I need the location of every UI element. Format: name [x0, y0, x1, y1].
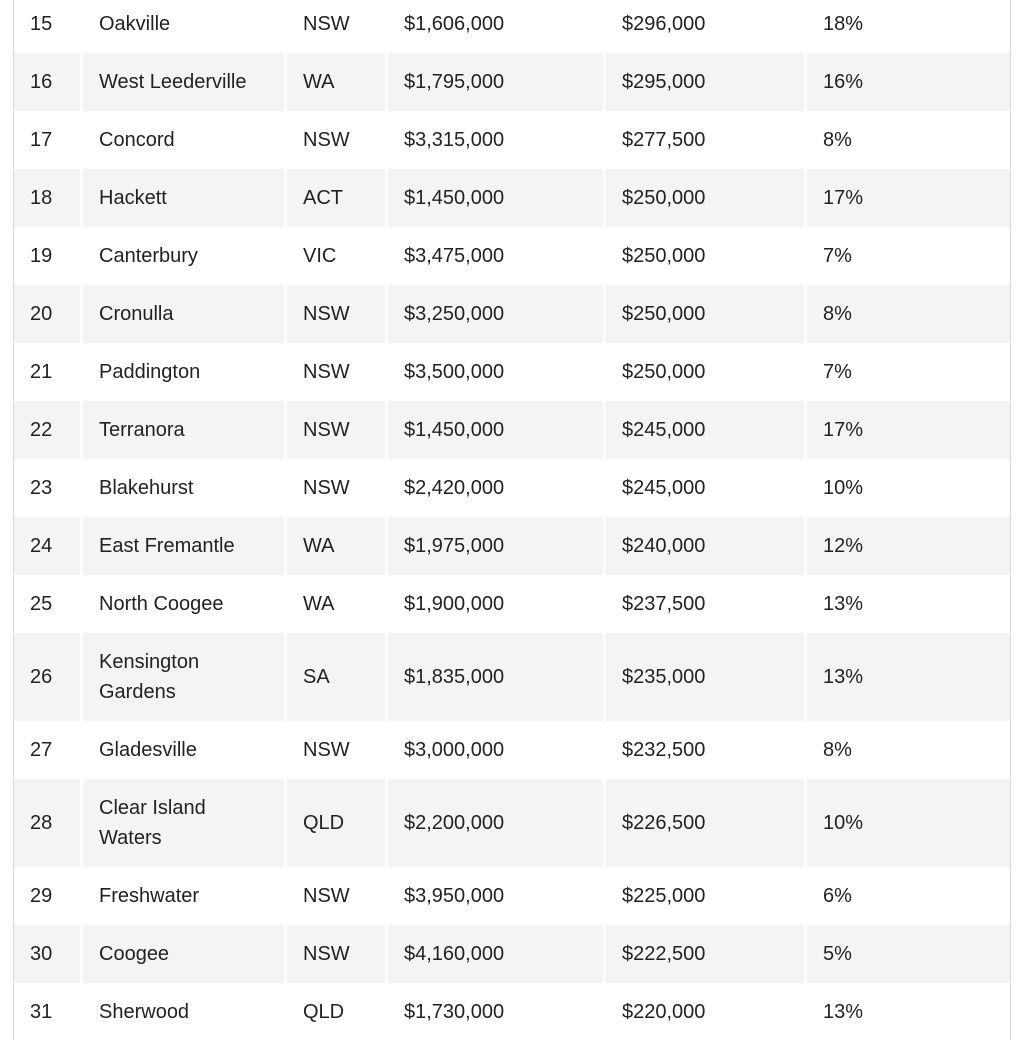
- suburb-cell: Kensington Gardens: [83, 633, 287, 721]
- price-growth-cell: $220,000: [606, 983, 807, 1040]
- price-growth-cell: $250,000: [606, 227, 807, 285]
- price-growth-cell: $240,000: [606, 517, 807, 575]
- rank-cell: 24: [14, 517, 83, 575]
- suburb-cell: East Fremantle: [83, 517, 287, 575]
- rank-cell: 16: [14, 53, 83, 111]
- table-row: [14, 517, 1010, 575]
- state-cell: NSW: [287, 285, 388, 343]
- median-price-cell: $3,250,000: [388, 285, 606, 343]
- suburb-cell: West Leederville: [83, 53, 287, 111]
- state-cell: QLD: [287, 779, 388, 867]
- state-cell: ACT: [287, 169, 388, 227]
- price-growth-cell: $235,000: [606, 633, 807, 721]
- growth-percent-cell: 12%: [807, 517, 1010, 575]
- growth-percent-cell: 10%: [807, 779, 1010, 867]
- rank-cell: 26: [14, 633, 83, 721]
- table-row: [14, 575, 1010, 633]
- table-row: [14, 721, 1010, 779]
- growth-percent-cell: 6%: [807, 867, 1010, 925]
- suburb-cell: Hackett: [83, 169, 287, 227]
- table-row: [14, 633, 1010, 721]
- table-row: [14, 925, 1010, 983]
- rank-cell: 27: [14, 721, 83, 779]
- price-growth-cell: $250,000: [606, 169, 807, 227]
- table-row: [14, 983, 1010, 1040]
- median-price-cell: $3,000,000: [388, 721, 606, 779]
- suburb-cell: Terranora: [83, 401, 287, 459]
- suburb-cell: Coogee: [83, 925, 287, 983]
- growth-percent-cell: 7%: [807, 343, 1010, 401]
- price-growth-cell: $226,500: [606, 779, 807, 867]
- state-cell: NSW: [287, 111, 388, 169]
- suburb-cell: Cronulla: [83, 285, 287, 343]
- rank-cell: 25: [14, 575, 83, 633]
- table-row: [14, 401, 1010, 459]
- price-growth-cell: $250,000: [606, 343, 807, 401]
- growth-percent-cell: 7%: [807, 227, 1010, 285]
- rank-cell: 19: [14, 227, 83, 285]
- suburb-cell: Concord: [83, 111, 287, 169]
- table-container: [13, 0, 1011, 1040]
- state-cell: NSW: [287, 867, 388, 925]
- growth-percent-cell: 5%: [807, 925, 1010, 983]
- rank-cell: 28: [14, 779, 83, 867]
- state-cell: WA: [287, 53, 388, 111]
- table-row: [14, 0, 1010, 53]
- growth-percent-cell: 13%: [807, 575, 1010, 633]
- table-row: [14, 227, 1010, 285]
- rank-cell: 30: [14, 925, 83, 983]
- table-body: [14, 0, 1010, 1040]
- median-price-cell: $2,420,000: [388, 459, 606, 517]
- median-price-cell: $3,315,000: [388, 111, 606, 169]
- suburb-cell: Oakville: [83, 0, 287, 53]
- suburb-cell: Blakehurst: [83, 459, 287, 517]
- state-cell: VIC: [287, 227, 388, 285]
- growth-percent-cell: 8%: [807, 721, 1010, 779]
- price-growth-cell: $245,000: [606, 401, 807, 459]
- median-price-cell: $3,950,000: [388, 867, 606, 925]
- state-cell: WA: [287, 575, 388, 633]
- table-row: [14, 53, 1010, 111]
- growth-percent-cell: 18%: [807, 0, 1010, 53]
- price-growth-cell: $296,000: [606, 0, 807, 53]
- price-growth-cell: $232,500: [606, 721, 807, 779]
- rank-cell: 18: [14, 169, 83, 227]
- state-cell: SA: [287, 633, 388, 721]
- price-growth-cell: $245,000: [606, 459, 807, 517]
- rank-cell: 17: [14, 111, 83, 169]
- suburb-cell: Clear Island Waters: [83, 779, 287, 867]
- state-cell: NSW: [287, 0, 388, 53]
- median-price-cell: $3,475,000: [388, 227, 606, 285]
- rank-cell: 21: [14, 343, 83, 401]
- state-cell: WA: [287, 517, 388, 575]
- growth-percent-cell: 8%: [807, 285, 1010, 343]
- table-row: [14, 867, 1010, 925]
- median-price-cell: $1,835,000: [388, 633, 606, 721]
- rank-cell: 22: [14, 401, 83, 459]
- state-cell: NSW: [287, 721, 388, 779]
- rank-cell: 29: [14, 867, 83, 925]
- median-price-cell: $1,606,000: [388, 0, 606, 53]
- growth-percent-cell: 8%: [807, 111, 1010, 169]
- median-price-cell: $1,900,000: [388, 575, 606, 633]
- price-growth-cell: $277,500: [606, 111, 807, 169]
- price-growth-cell: $225,000: [606, 867, 807, 925]
- suburb-cell: Sherwood: [83, 983, 287, 1040]
- median-price-cell: $1,730,000: [388, 983, 606, 1040]
- state-cell: NSW: [287, 459, 388, 517]
- growth-percent-cell: 17%: [807, 401, 1010, 459]
- table-row: [14, 285, 1010, 343]
- state-cell: NSW: [287, 925, 388, 983]
- growth-percent-cell: 13%: [807, 983, 1010, 1040]
- growth-percent-cell: 17%: [807, 169, 1010, 227]
- suburb-cell: Gladesville: [83, 721, 287, 779]
- suburb-cell: Paddington: [83, 343, 287, 401]
- table-row: [14, 343, 1010, 401]
- table-row: [14, 111, 1010, 169]
- growth-percent-cell: 13%: [807, 633, 1010, 721]
- rank-cell: 20: [14, 285, 83, 343]
- median-price-cell: $2,200,000: [388, 779, 606, 867]
- suburb-cell: North Coogee: [83, 575, 287, 633]
- growth-percent-cell: 10%: [807, 459, 1010, 517]
- median-price-cell: $1,795,000: [388, 53, 606, 111]
- rank-cell: 31: [14, 983, 83, 1040]
- median-price-cell: $1,975,000: [388, 517, 606, 575]
- median-price-cell: $3,500,000: [388, 343, 606, 401]
- table-row: [14, 459, 1010, 517]
- suburb-cell: Freshwater: [83, 867, 287, 925]
- median-price-cell: $4,160,000: [388, 925, 606, 983]
- price-growth-cell: $237,500: [606, 575, 807, 633]
- rank-cell: 23: [14, 459, 83, 517]
- table-row: [14, 779, 1010, 867]
- rank-cell: 15: [14, 0, 83, 53]
- growth-percent-cell: 16%: [807, 53, 1010, 111]
- table-row: [14, 169, 1010, 227]
- suburb-cell: Canterbury: [83, 227, 287, 285]
- state-cell: QLD: [287, 983, 388, 1040]
- median-price-cell: $1,450,000: [388, 401, 606, 459]
- price-growth-cell: $222,500: [606, 925, 807, 983]
- price-growth-cell: $295,000: [606, 53, 807, 111]
- price-growth-cell: $250,000: [606, 285, 807, 343]
- suburb-growth-table: [14, 0, 1010, 1040]
- state-cell: NSW: [287, 343, 388, 401]
- median-price-cell: $1,450,000: [388, 169, 606, 227]
- state-cell: NSW: [287, 401, 388, 459]
